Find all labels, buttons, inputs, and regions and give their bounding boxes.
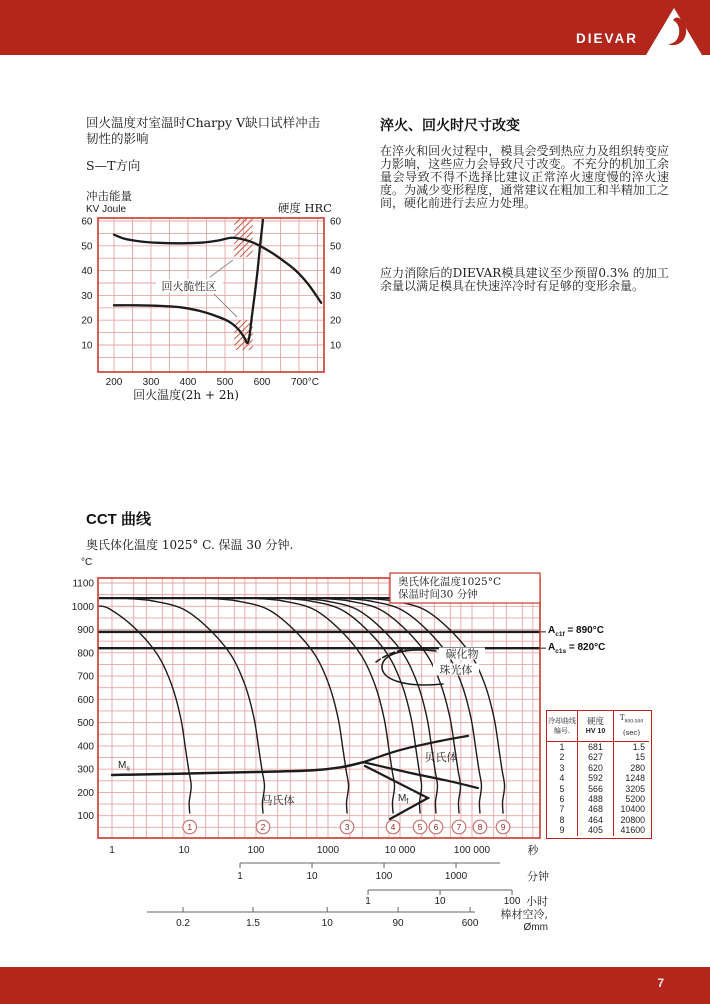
- svg-text:800: 800: [77, 648, 94, 660]
- charpy-yaxis2-title: 硬度 HRC: [277, 201, 332, 215]
- svg-text:20: 20: [330, 315, 342, 327]
- svg-text:2: 2: [260, 822, 266, 832]
- svg-text:奥氏体化温度1025°C: 奥氏体化温度1025°C: [398, 576, 502, 588]
- svg-text:60: 60: [330, 216, 342, 228]
- table-cell: 1248: [625, 773, 645, 784]
- table-cell: 2: [547, 752, 578, 762]
- charpy-yaxis-title-unit: KV Joule: [86, 204, 127, 215]
- svg-text:50: 50: [81, 241, 93, 253]
- table-cell: 464: [578, 815, 614, 825]
- svg-text:300: 300: [77, 764, 94, 776]
- table-header-col2: 硬度 HV 10: [578, 711, 614, 742]
- quench-paragraph-2: 应力消除后的DIEVAR模具建议至少预留0.3% 的加工余量以满足模具在快速淬冷时有足够的变形余量。: [380, 266, 669, 294]
- table-cell: 1: [547, 742, 578, 752]
- table-cell: 468: [578, 804, 614, 814]
- svg-text:400: 400: [179, 377, 197, 388]
- table-cell: 3: [547, 763, 578, 773]
- table-cell: 9: [547, 825, 578, 835]
- table-cell: 4: [547, 773, 578, 783]
- charpy-xaxis-title: 回火温度(2h + 2h): [133, 388, 239, 402]
- svg-text:1: 1: [187, 822, 193, 832]
- svg-text:马氏体: 马氏体: [261, 794, 295, 807]
- cct-chart-border: [98, 578, 540, 838]
- svg-text:珠光体: 珠光体: [439, 663, 473, 677]
- table-cell: 405: [578, 825, 614, 835]
- table-cell: 5200: [625, 794, 645, 805]
- brand-dievar: DIEVAR: [575, 31, 638, 46]
- svg-text:300: 300: [142, 377, 160, 388]
- svg-text:50: 50: [330, 241, 342, 253]
- svg-text:10: 10: [330, 340, 342, 352]
- table-cell: 8: [547, 815, 578, 825]
- table-cell: 15: [635, 752, 645, 763]
- svg-text:6: 6: [433, 822, 439, 832]
- svg-text:10: 10: [178, 845, 190, 856]
- svg-text:10 000: 10 000: [384, 845, 416, 856]
- svg-text:1000: 1000: [316, 845, 340, 856]
- charpy-direction-label: S—T方向: [86, 158, 141, 173]
- cct-hardness-table: [546, 710, 652, 839]
- svg-text:3: 3: [344, 822, 350, 832]
- cct-x-axis-minutes-labels: [237, 869, 549, 883]
- svg-text:10: 10: [81, 340, 93, 352]
- cct-x-axis-minutes: [240, 863, 500, 868]
- svg-text:100: 100: [375, 871, 393, 882]
- table-header-col3: $T_{800-500}$ (sec): [614, 711, 649, 742]
- ac1-lines: [98, 632, 546, 648]
- ac1f-label: $A_{c1f} = 890^\circ C$: [548, 625, 604, 638]
- svg-text:100: 100: [77, 811, 94, 823]
- cct-y-ticks: [72, 579, 95, 823]
- cct-x-axis-hours: [368, 890, 512, 895]
- svg-text:100: 100: [247, 845, 265, 856]
- svg-text:700: 700: [77, 671, 94, 683]
- svg-text:200: 200: [105, 377, 123, 388]
- svg-text:40: 40: [81, 266, 93, 278]
- svg-text:600: 600: [253, 377, 271, 388]
- page-number: 7: [657, 976, 664, 990]
- quench-heading: 淬火、回火时尺寸改变: [380, 117, 520, 133]
- ac1s-label: $A_{c1s} = 820^\circ C$: [548, 642, 606, 655]
- svg-text:1: 1: [237, 871, 243, 882]
- quench-paragraph-1: 在淬火和回火过程中，模具会受到热应力及组织转变应力影响，这些应力会导致尺寸改变。不充分的机加工余量会导致不得不选择比建议正常淬火速度慢的淬火速度。为减少变形程度，通常建议在粗加工和半精加工之间，硬化前进行去应力处理。: [380, 144, 669, 211]
- svg-text:8: 8: [477, 822, 483, 832]
- svg-text:Ms: $M_s$: [118, 760, 130, 773]
- svg-text:500: 500: [216, 377, 234, 388]
- cct-bar-diameter-labels: [176, 907, 548, 933]
- table-cell: 3205: [625, 783, 645, 794]
- svg-text:1000: 1000: [444, 871, 468, 882]
- table-cell: 681: [578, 742, 614, 752]
- svg-text:1100: 1100: [72, 578, 94, 590]
- svg-text:700°C: 700°C: [291, 377, 319, 388]
- ms-line: [112, 762, 363, 775]
- svg-text:7: 7: [456, 822, 462, 832]
- svg-text:5: 5: [417, 822, 423, 832]
- svg-text:600: 600: [77, 694, 94, 706]
- charpy-title-line1: 回火温度对室温时Charpy V缺口试样冲击: [86, 115, 321, 130]
- table-cell: 10400: [620, 804, 645, 815]
- table-cell: 7: [547, 804, 578, 814]
- cct-yaxis-unit: °C: [81, 557, 93, 568]
- svg-text:1.5: 1.5: [246, 918, 261, 929]
- svg-text:秒: 秒: [527, 844, 539, 857]
- table-cell: 566: [578, 784, 614, 794]
- cct-annotation-box: [390, 573, 540, 603]
- table-cell: 627: [578, 752, 614, 762]
- svg-text:90: 90: [392, 918, 404, 929]
- cct-x-axis-hours-labels: [365, 894, 548, 908]
- svg-text:小时: 小时: [526, 895, 548, 908]
- cct-subtitle: 奥氏体化温度 1025° C. 保温 30 分钟.: [86, 538, 294, 552]
- svg-text:贝氏体: 贝氏体: [424, 751, 458, 764]
- table-cell: 488: [578, 794, 614, 804]
- svg-text:20: 20: [81, 315, 93, 327]
- svg-text:Ømm: Ømm: [523, 922, 548, 933]
- svg-text:0.2: 0.2: [176, 918, 191, 929]
- cct-grid: [98, 578, 540, 838]
- svg-text:200: 200: [77, 787, 94, 799]
- svg-text:600: 600: [461, 918, 479, 929]
- svg-text:500: 500: [77, 718, 94, 730]
- table-cell: 5: [547, 784, 578, 794]
- charpy-title-line2: 韧性的影响: [86, 131, 149, 146]
- svg-text:1: 1: [109, 845, 115, 856]
- svg-text:1000: 1000: [71, 601, 94, 613]
- svg-text:40: 40: [330, 266, 342, 278]
- table-cell: 592: [578, 773, 614, 783]
- svg-text:1: 1: [365, 896, 371, 907]
- svg-text:分钟: 分钟: [527, 870, 549, 883]
- table-cell: 41600: [620, 825, 645, 836]
- table-cell: 620: [578, 763, 614, 773]
- svg-text:30: 30: [330, 290, 342, 302]
- svg-text:10: 10: [434, 896, 446, 907]
- svg-text:10: 10: [321, 918, 333, 929]
- svg-text:400: 400: [77, 741, 94, 753]
- table-cell: 6: [547, 794, 578, 804]
- table-header-col1: 冷却曲线 编号.: [547, 711, 578, 742]
- charpy-yaxis-title-cn: 冲击能量: [86, 189, 132, 203]
- svg-text:60: 60: [81, 216, 93, 228]
- svg-text:Mf: $M_f$: [398, 793, 409, 806]
- svg-text:10: 10: [306, 871, 318, 882]
- cct-x-axis-seconds: [109, 843, 539, 857]
- svg-text:保温时间30 分钟: 保温时间30 分钟: [398, 588, 478, 601]
- table-cell: 1.5: [632, 742, 645, 752]
- svg-text:9: 9: [500, 822, 506, 832]
- svg-text:900: 900: [77, 625, 94, 637]
- svg-text:碳化物: 碳化物: [445, 647, 479, 661]
- svg-text:100 000: 100 000: [453, 845, 491, 856]
- table-cell: 20800: [620, 814, 645, 825]
- svg-text:100: 100: [503, 896, 521, 907]
- svg-text:回火脆性区: 回火脆性区: [161, 280, 217, 293]
- svg-text:30: 30: [81, 290, 93, 302]
- cct-bar-diameter-axis: [147, 907, 475, 912]
- footer-bar: [0, 967, 710, 1004]
- svg-text:4: 4: [390, 822, 396, 832]
- cct-heading: CCT 曲线: [86, 511, 151, 528]
- table-cell: 280: [630, 762, 645, 773]
- svg-text:棒材空冷,: 棒材空冷,: [500, 908, 548, 921]
